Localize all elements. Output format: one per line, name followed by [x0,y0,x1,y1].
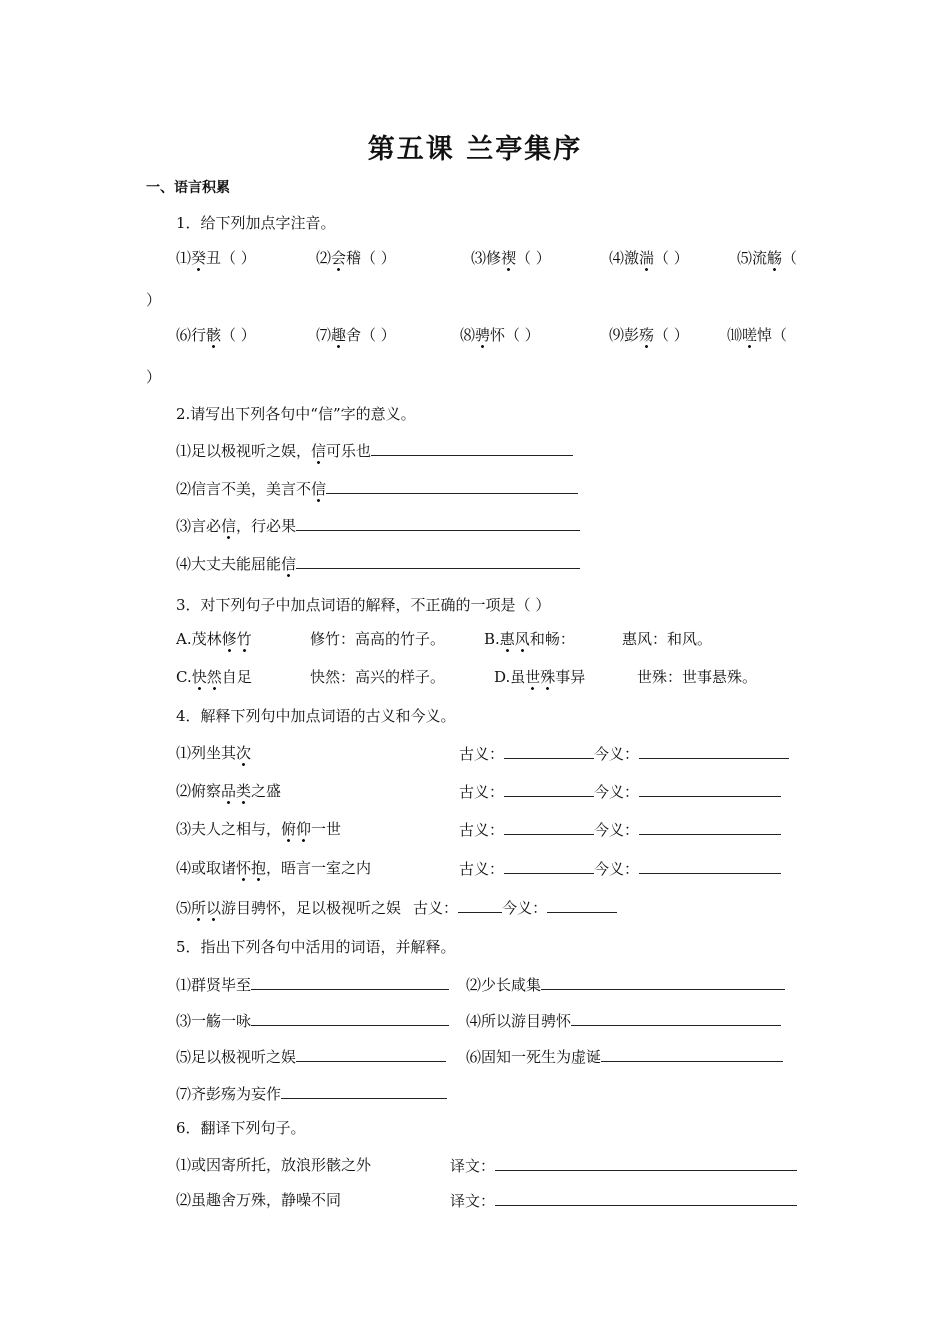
q1-item: ⑴癸丑（ ） [176,248,256,268]
q1-item: ⑶修禊（ ） [471,248,551,268]
q5-item: ⑺齐彭殇为妄作 [176,1083,447,1104]
answer-blank[interactable] [251,974,449,990]
q4-stem: 4．解释下列句中加点词语的古义和今义。 [176,707,456,725]
q1-item: ⑸流觞（ [737,248,797,268]
answer-blank[interactable] [326,478,578,494]
q3-option-c: C.快然自足 [176,667,252,687]
answer-blank[interactable] [504,743,594,759]
q6-item: ⑴或因寄所托，放浪形骸之外 [176,1156,372,1174]
answer-blank[interactable] [495,1190,797,1206]
answer-blank[interactable] [281,1083,447,1099]
answer-blank[interactable] [296,515,580,531]
q5-item: ⑹固知一死生为虚诞 [466,1046,783,1067]
q2-item: ⑵信言不美，美言不信 [176,478,578,499]
q4-answer: 古义： 今义： [459,819,781,840]
q6-item: ⑵虽趣舍万殊，静噪不同 [176,1191,342,1209]
q4-item: ⑶夫人之相与，俯仰一世 [176,819,341,839]
answer-blank[interactable] [639,819,781,835]
q4-answer: 古义： 今义： [459,781,781,802]
q3-stem: 3．对下列句子中加点词语的解释，不正确的一项是（ ） [176,596,551,614]
q1-wrap-paren: ） [146,291,162,309]
answer-blank[interactable] [504,781,594,797]
q3-option-d-expl: 世殊：世事悬殊。 [637,668,758,686]
answer-blank[interactable] [371,440,573,456]
q1-item: ⑻骋怀（ ） [460,325,540,345]
page-title: 第五课 兰亭集序 [367,134,583,165]
q4-item: ⑵俯察品类之盛 [176,781,281,801]
q1-item: ⑷激湍（ ） [609,248,689,268]
answer-blank[interactable] [251,1010,449,1026]
q2-stem: 2.请写出下列各句中“信”字的意义。 [176,405,416,423]
q4-item: ⑴列坐其次 [176,743,251,763]
answer-blank[interactable] [601,1046,783,1062]
q4-item: ⑷或取诸怀抱，晤言一室之内 [176,858,371,878]
answer-blank[interactable] [639,858,781,874]
answer-blank[interactable] [458,897,502,913]
q1-stem: 1．给下列加点字注音。 [176,214,336,232]
answer-blank[interactable] [495,1155,797,1171]
answer-blank[interactable] [571,1010,781,1026]
q4-item: ⑸所以游目骋怀，足以极视听之娱 古义： 今义： [176,897,617,918]
q5-item: ⑴群贤毕至 [176,974,449,995]
q6-stem: 6．翻译下列句子。 [176,1119,306,1137]
answer-blank[interactable] [541,974,785,990]
answer-blank[interactable] [296,553,580,569]
q6-translation: 译文： [450,1155,797,1176]
q3-option-d: D.虽世殊事异 [494,667,585,687]
q5-item: ⑷所以游目骋怀 [466,1010,781,1031]
q3-option-a: A.茂林修竹 [176,629,252,649]
q5-item: ⑵少长咸集 [466,974,785,995]
q5-item: ⑸足以极视听之娱 [176,1046,446,1067]
q3-option-b: B.惠风和畅： [484,629,575,649]
q2-item: ⑶言必信，行必果 [176,515,580,536]
q5-item: ⑶一觞一咏 [176,1010,449,1031]
answer-blank[interactable] [639,781,781,797]
q6-translation: 译文： [450,1190,797,1211]
q1-item: ⑺趣舍（ ） [316,325,396,345]
q2-item: ⑷大丈夫能屈能信 [176,553,580,574]
q4-answer: 古义： 今义： [459,858,781,879]
answer-blank[interactable] [639,743,789,759]
q1-item: ⑹行骸（ ） [176,325,256,345]
answer-blank[interactable] [504,819,594,835]
q3-option-b-expl: 惠风：和风。 [622,630,713,648]
q1-item: ⑵会稽（ ） [316,248,396,268]
section-heading-language: 一、语言积累 [146,180,230,196]
q1-item: ⑽嗟悼（ [727,325,787,345]
answer-blank[interactable] [547,897,617,913]
answer-blank[interactable] [296,1046,446,1062]
q2-item: ⑴足以极视听之娱，信可乐也 [176,440,573,461]
q4-answer: 古义： 今义： [459,743,789,764]
q3-option-a-expl: 修竹：高高的竹子。 [310,630,446,648]
q5-stem: 5．指出下列各句中活用的词语，并解释。 [176,938,456,956]
answer-blank[interactable] [504,858,594,874]
q3-option-c-expl: 快然：高兴的样子。 [310,668,446,686]
q1-wrap-paren: ） [146,368,162,386]
q1-item: ⑼彭殇（ ） [609,325,689,345]
